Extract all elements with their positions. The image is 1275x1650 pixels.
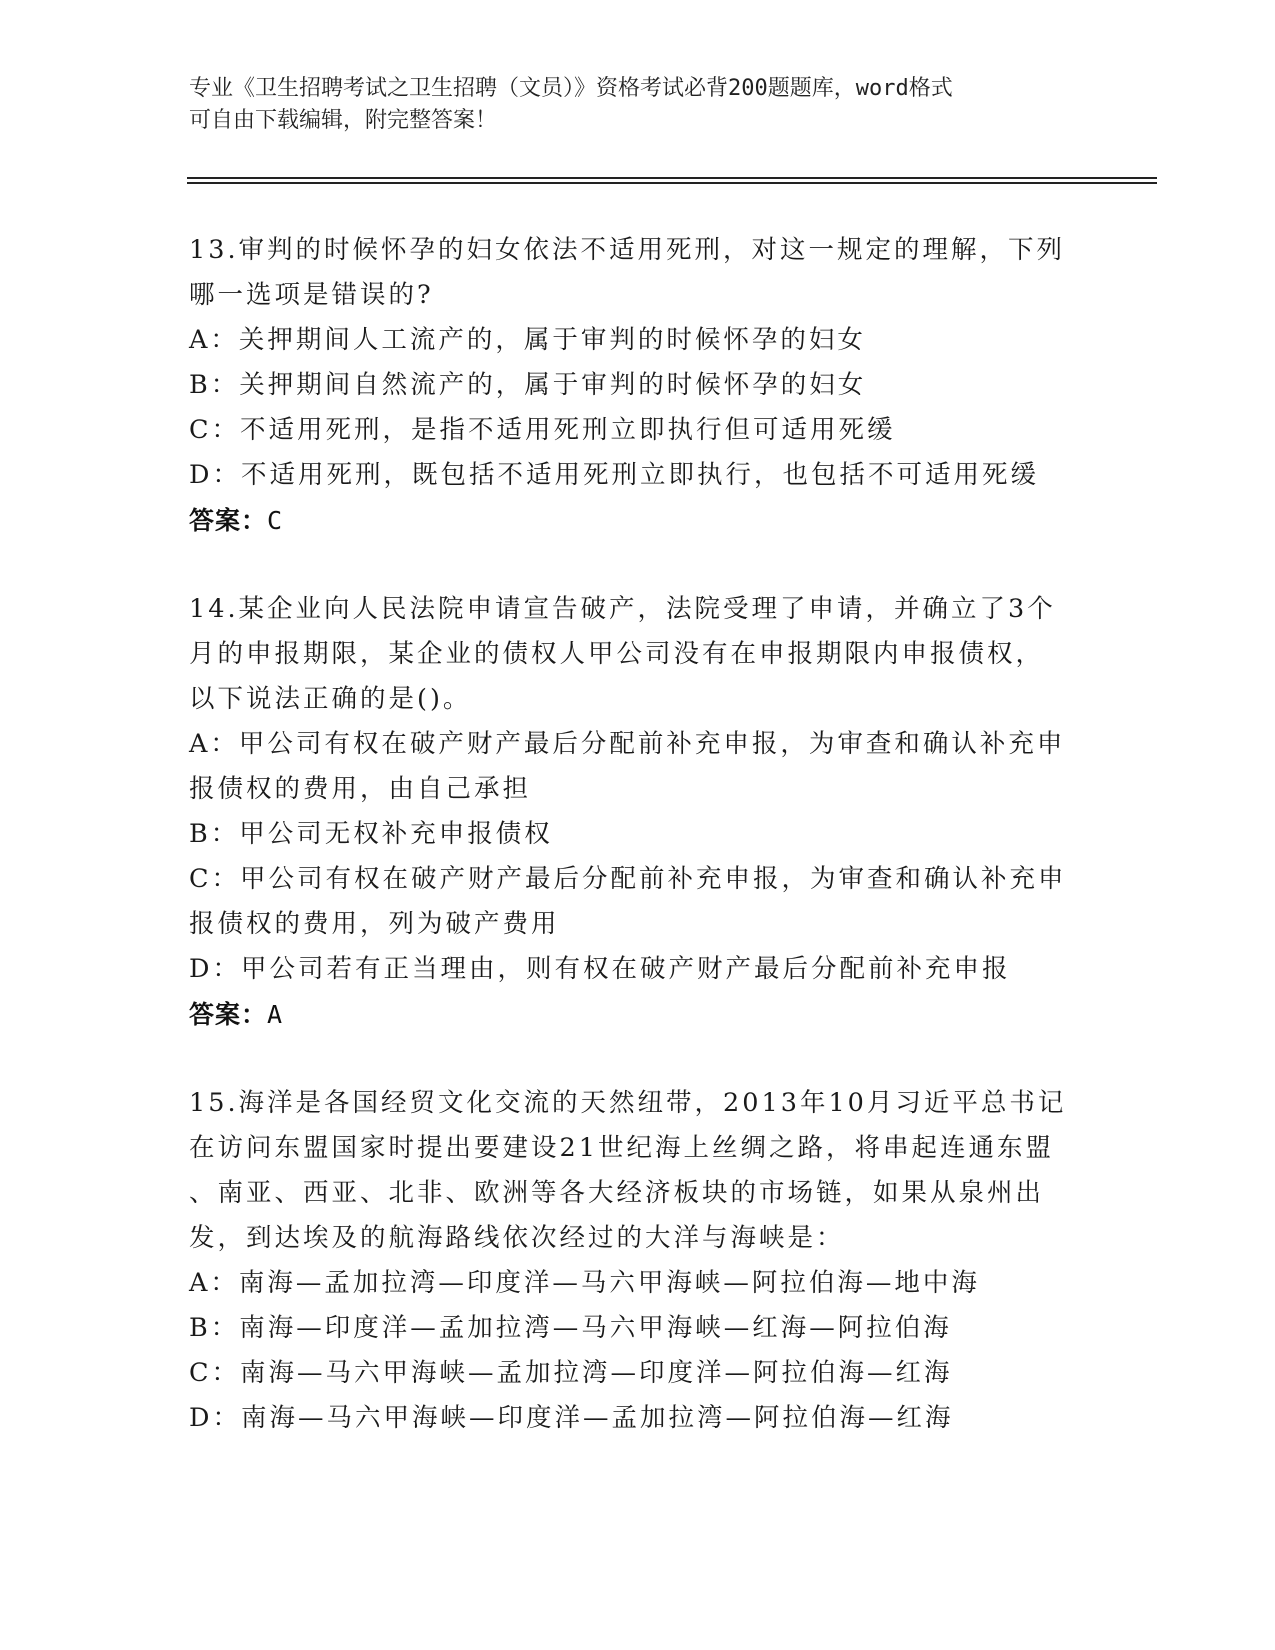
- option-line: C：不适用死刑，是指不适用死刑立即执行但可适用死缓: [189, 415, 896, 445]
- question-spacer: [189, 543, 1089, 587]
- answer-line: [189, 498, 1089, 543]
- question-stem-line: 哪一选项是错误的?: [189, 280, 434, 310]
- question-stem-line: 发，到达埃及的航海路线依次经过的大洋与海峡是：: [189, 1223, 845, 1253]
- answer-value: A: [267, 1000, 284, 1029]
- question-list: [189, 228, 1089, 1441]
- answer-value: C: [267, 506, 284, 535]
- header-divider-top: [187, 177, 1157, 179]
- question-item: [189, 1081, 1089, 1441]
- question-item: [189, 587, 1089, 1037]
- option-line: D：南海—马六甲海峡—印度洋—孟加拉湾—阿拉伯海—红海: [189, 1403, 954, 1433]
- option-line: C：甲公司有权在破产财产最后分配前补充申报，为审查和确认补充申: [189, 864, 1067, 894]
- option-line: B：关押期间自然流产的，属于审判的时候怀孕的妇女: [189, 370, 867, 400]
- option-line: 报债权的费用，由自己承担: [189, 774, 532, 804]
- question-item: [189, 228, 1089, 543]
- header-title-line-2: 可自由下载编辑，附完整答案！: [189, 108, 498, 133]
- answer-label: 答案：: [189, 1000, 268, 1029]
- question-stem-line: 以下说法正确的是()。: [189, 684, 472, 714]
- header-divider-bottom: [187, 182, 1157, 184]
- option-line: C：南海—马六甲海峡—孟加拉湾—印度洋—阿拉伯海—红海: [189, 1358, 953, 1388]
- answer-line: [189, 992, 1089, 1037]
- question-stem-line: 月的申报期限，某企业的债权人甲公司没有在申报期限内申报债权，: [189, 639, 1045, 669]
- option-line: B：南海—印度洋—孟加拉湾—马六甲海峡—红海—阿拉伯海: [189, 1313, 952, 1343]
- option-line: A：南海—孟加拉湾—印度洋—马六甲海峡—阿拉伯海—地中海: [189, 1268, 980, 1298]
- question-stem-line: 、南亚、西亚、北非、欧洲等各大经济板块的市场链，如果从泉州出: [189, 1178, 1045, 1208]
- option-line: B：甲公司无权补充申报债权: [189, 819, 553, 849]
- option-line: 报债权的费用，列为破产费用: [189, 909, 560, 939]
- question-stem-line: 在访问东盟国家时提出要建设21世纪海上丝绸之路，将串起连通东盟: [189, 1133, 1054, 1163]
- document-header: [189, 73, 1089, 137]
- question-stem-line: 14.某企业向人民法院申请宣告破产，法院受理了申请，并确立了3个: [189, 594, 1056, 624]
- header-title-line-1: 专业《卫生招聘考试之卫生招聘（文员）》资格考试必背200题题库，word格式: [189, 76, 953, 101]
- question-stem-line: 13.审判的时候怀孕的妇女依法不适用死刑，对这一规定的理解，下列: [189, 235, 1066, 265]
- option-line: D：甲公司若有正当理由，则有权在破产财产最后分配前补充申报: [189, 954, 1011, 984]
- answer-label: 答案：: [189, 506, 268, 535]
- question-spacer: [189, 1037, 1089, 1081]
- option-line: A：关押期间人工流产的，属于审判的时候怀孕的妇女: [189, 325, 866, 355]
- option-line: A：甲公司有权在破产财产最后分配前补充申报，为审查和确认补充申: [189, 729, 1066, 759]
- question-stem-line: 15.海洋是各国经贸文化交流的天然纽带，2013年10月习近平总书记: [189, 1088, 1067, 1118]
- option-line: D：不适用死刑，既包括不适用死刑立即执行，也包括不可适用死缓: [189, 460, 1039, 490]
